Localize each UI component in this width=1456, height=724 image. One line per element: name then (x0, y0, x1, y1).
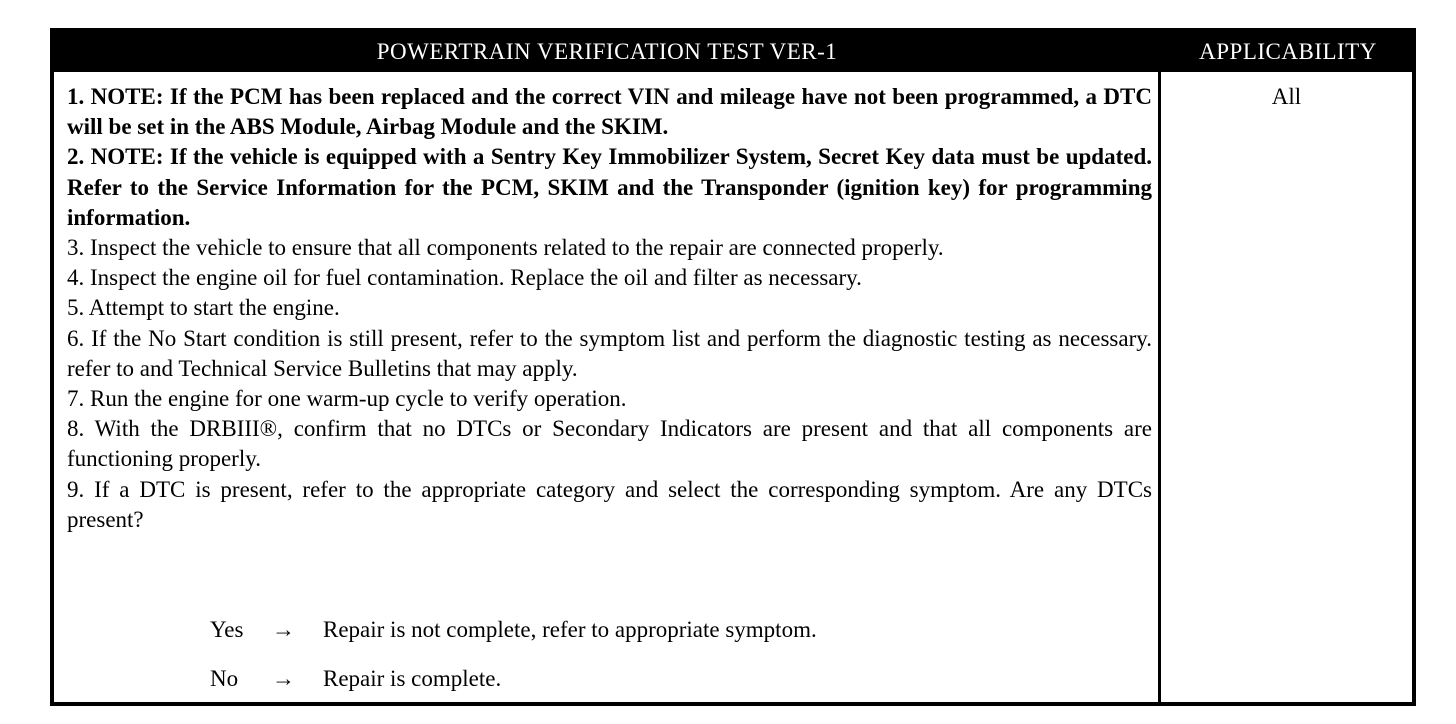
arrow-right-icon: → (272, 617, 295, 642)
answer-label: Yes (210, 617, 244, 642)
answer-text: Repair is complete. (323, 666, 502, 691)
step-8: 8. With the DRBIII®, confirm that no DTCs or Secondary Indicators are present and that all components are functioning properly. (67, 416, 1152, 472)
step-7: 7. Run the engine for one warm-up cycle to verify operation. (67, 386, 627, 412)
applicability-header: APPLICABILITY (1199, 39, 1377, 64)
step-2: 2. NOTE: If the vehicle is equipped with a Sentry Key Immobilizer System, Secret Key data must be updated. Refer to the Service Information for the PCM, SKIM and the Transponder (ignition key) for programming information. (67, 144, 1152, 230)
answer-label: No (210, 666, 239, 691)
table-header (54, 32, 1412, 72)
step-4: 4. Inspect the engine oil for fuel contamination. Replace the oil and filter as necessary. (67, 265, 862, 291)
step-1: 1. NOTE: If the PCM has been replaced and the correct VIN and mileage have not been programmed, a DTC will be set in the ABS Module, Airbag Module and the SKIM. (67, 84, 1152, 140)
step-6: 6. If the No Start condition is still present, refer to the symptom list and perform the diagnostic testing as necessary. refer to and Technical Service Bulletins that may apply. (67, 325, 1152, 381)
step-9: 9. If a DTC is present, refer to the appropriate category and select the corresponding symptom. Are any DTCs present? (67, 476, 1152, 532)
answer-text: Repair is not complete, refer to appropriate symptom. (323, 617, 817, 642)
column-divider (1158, 72, 1161, 702)
test-title: POWERTRAIN VERIFICATION TEST VER-1 (376, 39, 838, 64)
procedure-steps (67, 82, 1152, 535)
applicability-value: All (1271, 84, 1302, 109)
step-3: 3. Inspect the vehicle to ensure that all components related to the repair are connected properly. (67, 235, 944, 261)
verification-test-table (50, 28, 1416, 706)
step-5: 5. Attempt to start the engine. (67, 295, 340, 321)
arrow-right-icon: → (272, 666, 295, 691)
